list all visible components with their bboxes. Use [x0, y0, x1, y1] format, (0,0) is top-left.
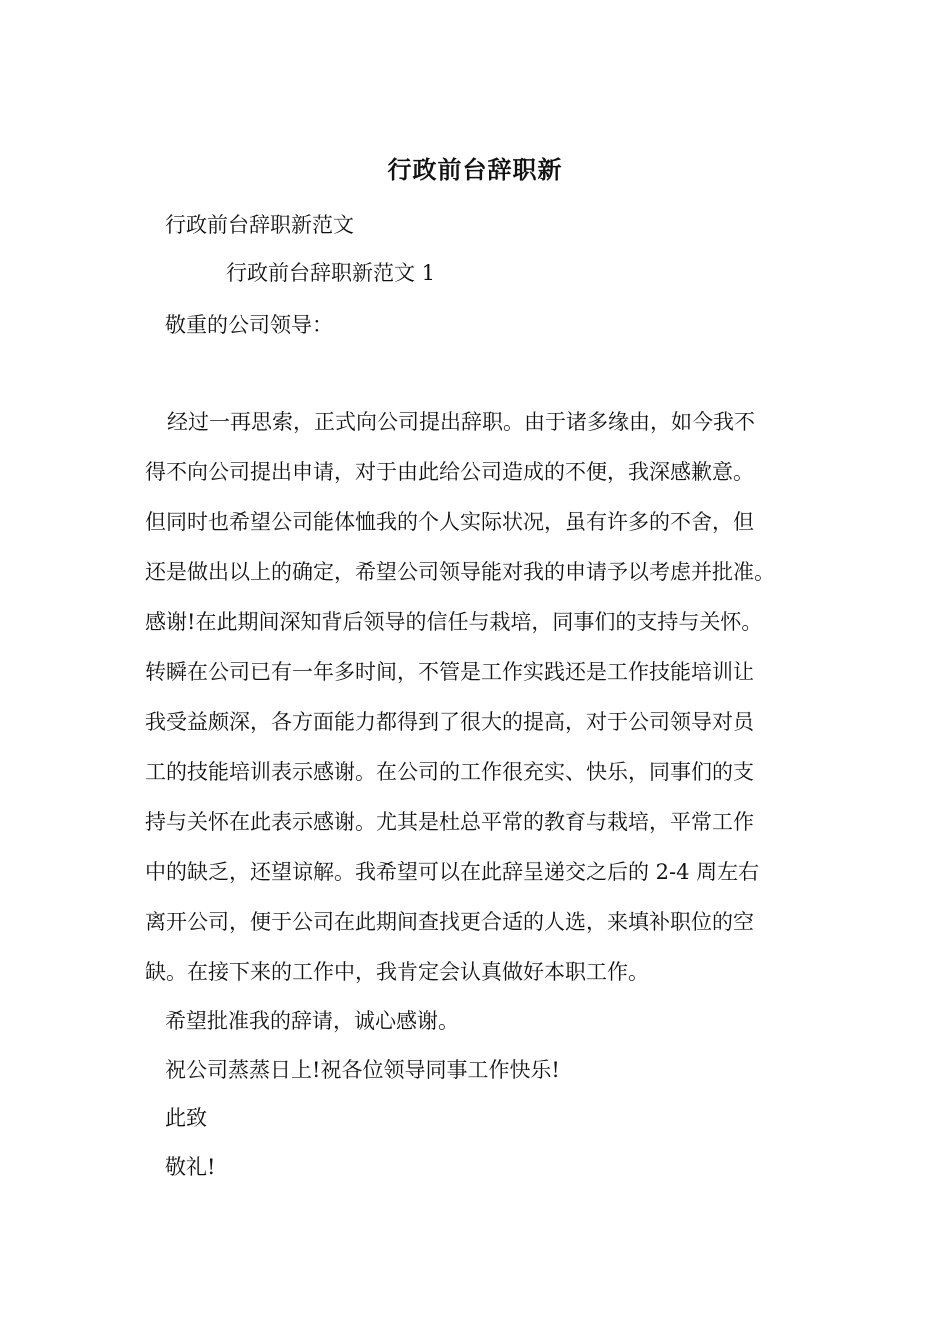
- body-line: 还是做出以上的确定，希望公司领导能对我的申请予以考虑并批准。: [145, 560, 775, 584]
- body-line: 但同时也希望公司能体恤我的个人实际状况，虽有许多的不舍，但: [145, 510, 754, 534]
- body-line: 我受益颇深，各方面能力都得到了很大的提高，对于公司领导对员: [145, 710, 754, 734]
- document-subtitle-numbered: 行政前台辞职新范文 1: [226, 261, 436, 285]
- body-line: 中的缺乏，还望谅解。我希望可以在此辞呈递交之后的 2-4 周左右: [145, 860, 760, 884]
- body-line: 持与关怀在此表示感谢。尤其是杜总平常的教育与栽培，平常工作: [145, 810, 754, 834]
- closing-salute: 此致: [165, 1106, 207, 1130]
- salutation: 敬重的公司领导：: [165, 313, 333, 337]
- body-paragraph: [145, 405, 825, 1005]
- body-line: 经过一再思索，正式向公司提出辞职。由于诸多缘由，如今我不: [167, 410, 755, 434]
- closing-regards: 敬礼!: [165, 1155, 216, 1179]
- closing-request: 希望批准我的辞请，诚心感谢。: [165, 1009, 459, 1033]
- body-line: 缺。在接下来的工作中，我肯定会认真做好本职工作。: [145, 960, 649, 984]
- body-line: 感谢!在此期间深知背后领导的信任与栽培，同事们的支持与关怀。: [145, 610, 763, 634]
- document-title: 行政前台辞职新: [387, 155, 563, 184]
- body-line: 转瞬在公司已有一年多时间，不管是工作实践还是工作技能培训让: [145, 660, 754, 684]
- document-subtitle: 行政前台辞职新范文: [165, 213, 354, 237]
- body-line: 工的技能培训表示感谢。在公司的工作很充实、快乐，同事们的支: [145, 760, 754, 784]
- closing-wishes: 祝公司蒸蒸日上!祝各位领导同事工作快乐!: [165, 1058, 560, 1082]
- body-line: 离开公司，便于公司在此期间查找更合适的人选，来填补职位的空: [145, 910, 754, 934]
- body-line: 得不向公司提出申请，对于由此给公司造成的不便，我深感歉意。: [145, 460, 754, 484]
